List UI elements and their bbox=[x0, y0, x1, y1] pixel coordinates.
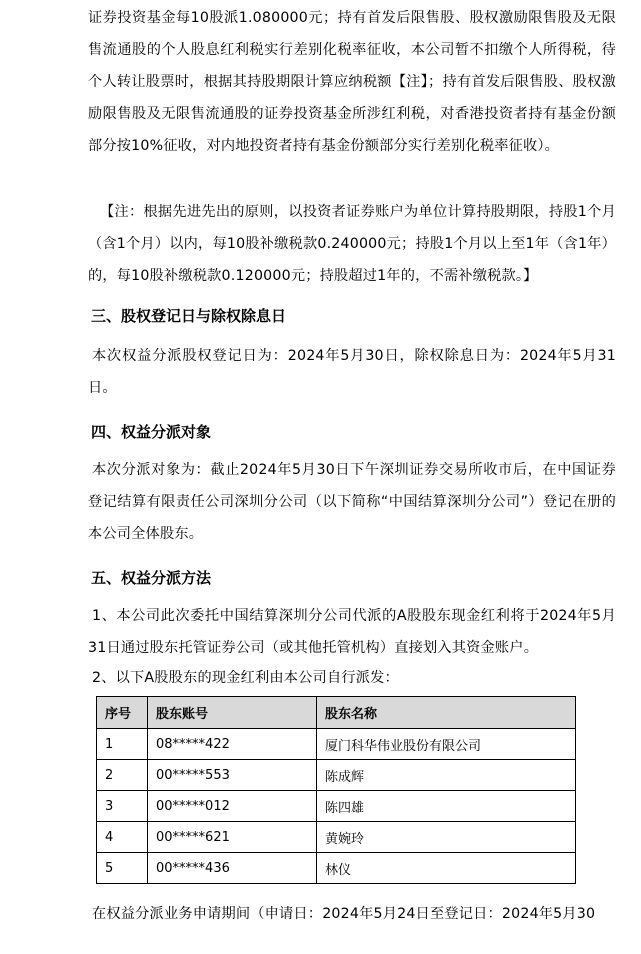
paragraph-record-date: 本次权益分派股权登记日为：2024年5月30日，除权除息日为：2024年5月31日。 bbox=[88, 348, 616, 396]
shareholder-table bbox=[96, 696, 576, 884]
cell-name: 陈成辉 bbox=[317, 760, 576, 791]
paragraph-tax-note: 【注：根据先进先出的原则，以投资者证券账户为单位计算持股期限，持股1个月（含1个月）以内，每10股补缴税款0.240000元；持股1个月以上至1年（含1年）的，每10股补缴税款0.120000元；持股超过1年的，不需补缴税款。】 bbox=[88, 204, 616, 284]
cell-account: 08*****422 bbox=[148, 729, 317, 760]
column-header-account: 股东账号 bbox=[148, 697, 317, 729]
paragraph-method-1: 1、本公司此次委托中国结算深圳分公司代派的A股股东现金红利将于2024年5月31日通过股东托管证券公司（或其他托管机构）直接划入其资金账户。 bbox=[88, 608, 616, 656]
section-heading-distribution-target: 四、权益分派对象 bbox=[91, 423, 212, 441]
cell-index: 5 bbox=[97, 853, 148, 884]
cell-index: 2 bbox=[97, 760, 148, 791]
cell-name: 黄婉玲 bbox=[317, 822, 576, 853]
table-row bbox=[97, 729, 576, 760]
section-heading-record-date: 三、股权登记日与除权除息日 bbox=[91, 307, 287, 325]
column-header-index: 序号 bbox=[97, 697, 148, 729]
cell-name: 厦门科华伟业股份有限公司 bbox=[317, 729, 576, 760]
table-row bbox=[97, 822, 576, 853]
cell-name: 陈四雄 bbox=[317, 791, 576, 822]
paragraph-method-2: 2、以下A股股东的现金红利由本公司自行派发： bbox=[92, 670, 399, 686]
table-row bbox=[97, 760, 576, 791]
section-heading-distribution-method: 五、权益分派方法 bbox=[91, 569, 212, 587]
paragraph-application-period: 在权益分派业务申请期间（申请日：2024年5月24日至登记日：2024年5月30 bbox=[92, 906, 596, 922]
table-row bbox=[97, 791, 576, 822]
paragraph-tax-details: 证券投资基金每10股派1.080000元；持有首发后限售股、股权激励限售股及无限售流通股的个人股息红利税实行差别化税率征收，本公司暂不扣缴个人所得税，待个人转让股票时，根据其持股期限计算应纳税额【注】；持有首发后限售股、股权激励限售股及无限售流通股的证券投资基金所涉红利税，对香港投资者持有基金份额部分按10%征收，对内地投资者持有基金份额部分实行差别化税率征收）。 bbox=[88, 10, 616, 154]
cell-index: 3 bbox=[97, 791, 148, 822]
cell-account: 00*****621 bbox=[148, 822, 317, 853]
cell-index: 1 bbox=[97, 729, 148, 760]
paragraph-distribution-target: 本次分派对象为：截止2024年5月30日下午深圳证券交易所收市后，在中国证券登记结算有限责任公司深圳分公司（以下简称“中国结算深圳分公司”）登记在册的本公司全体股东。 bbox=[88, 462, 616, 542]
column-header-name: 股东名称 bbox=[317, 697, 576, 729]
cell-index: 4 bbox=[97, 822, 148, 853]
cell-account: 00*****012 bbox=[148, 791, 317, 822]
cell-account: 00*****436 bbox=[148, 853, 317, 884]
cell-account: 00*****553 bbox=[148, 760, 317, 791]
cell-name: 林仪 bbox=[317, 853, 576, 884]
table-row bbox=[97, 853, 576, 884]
table-header-row bbox=[97, 697, 576, 729]
